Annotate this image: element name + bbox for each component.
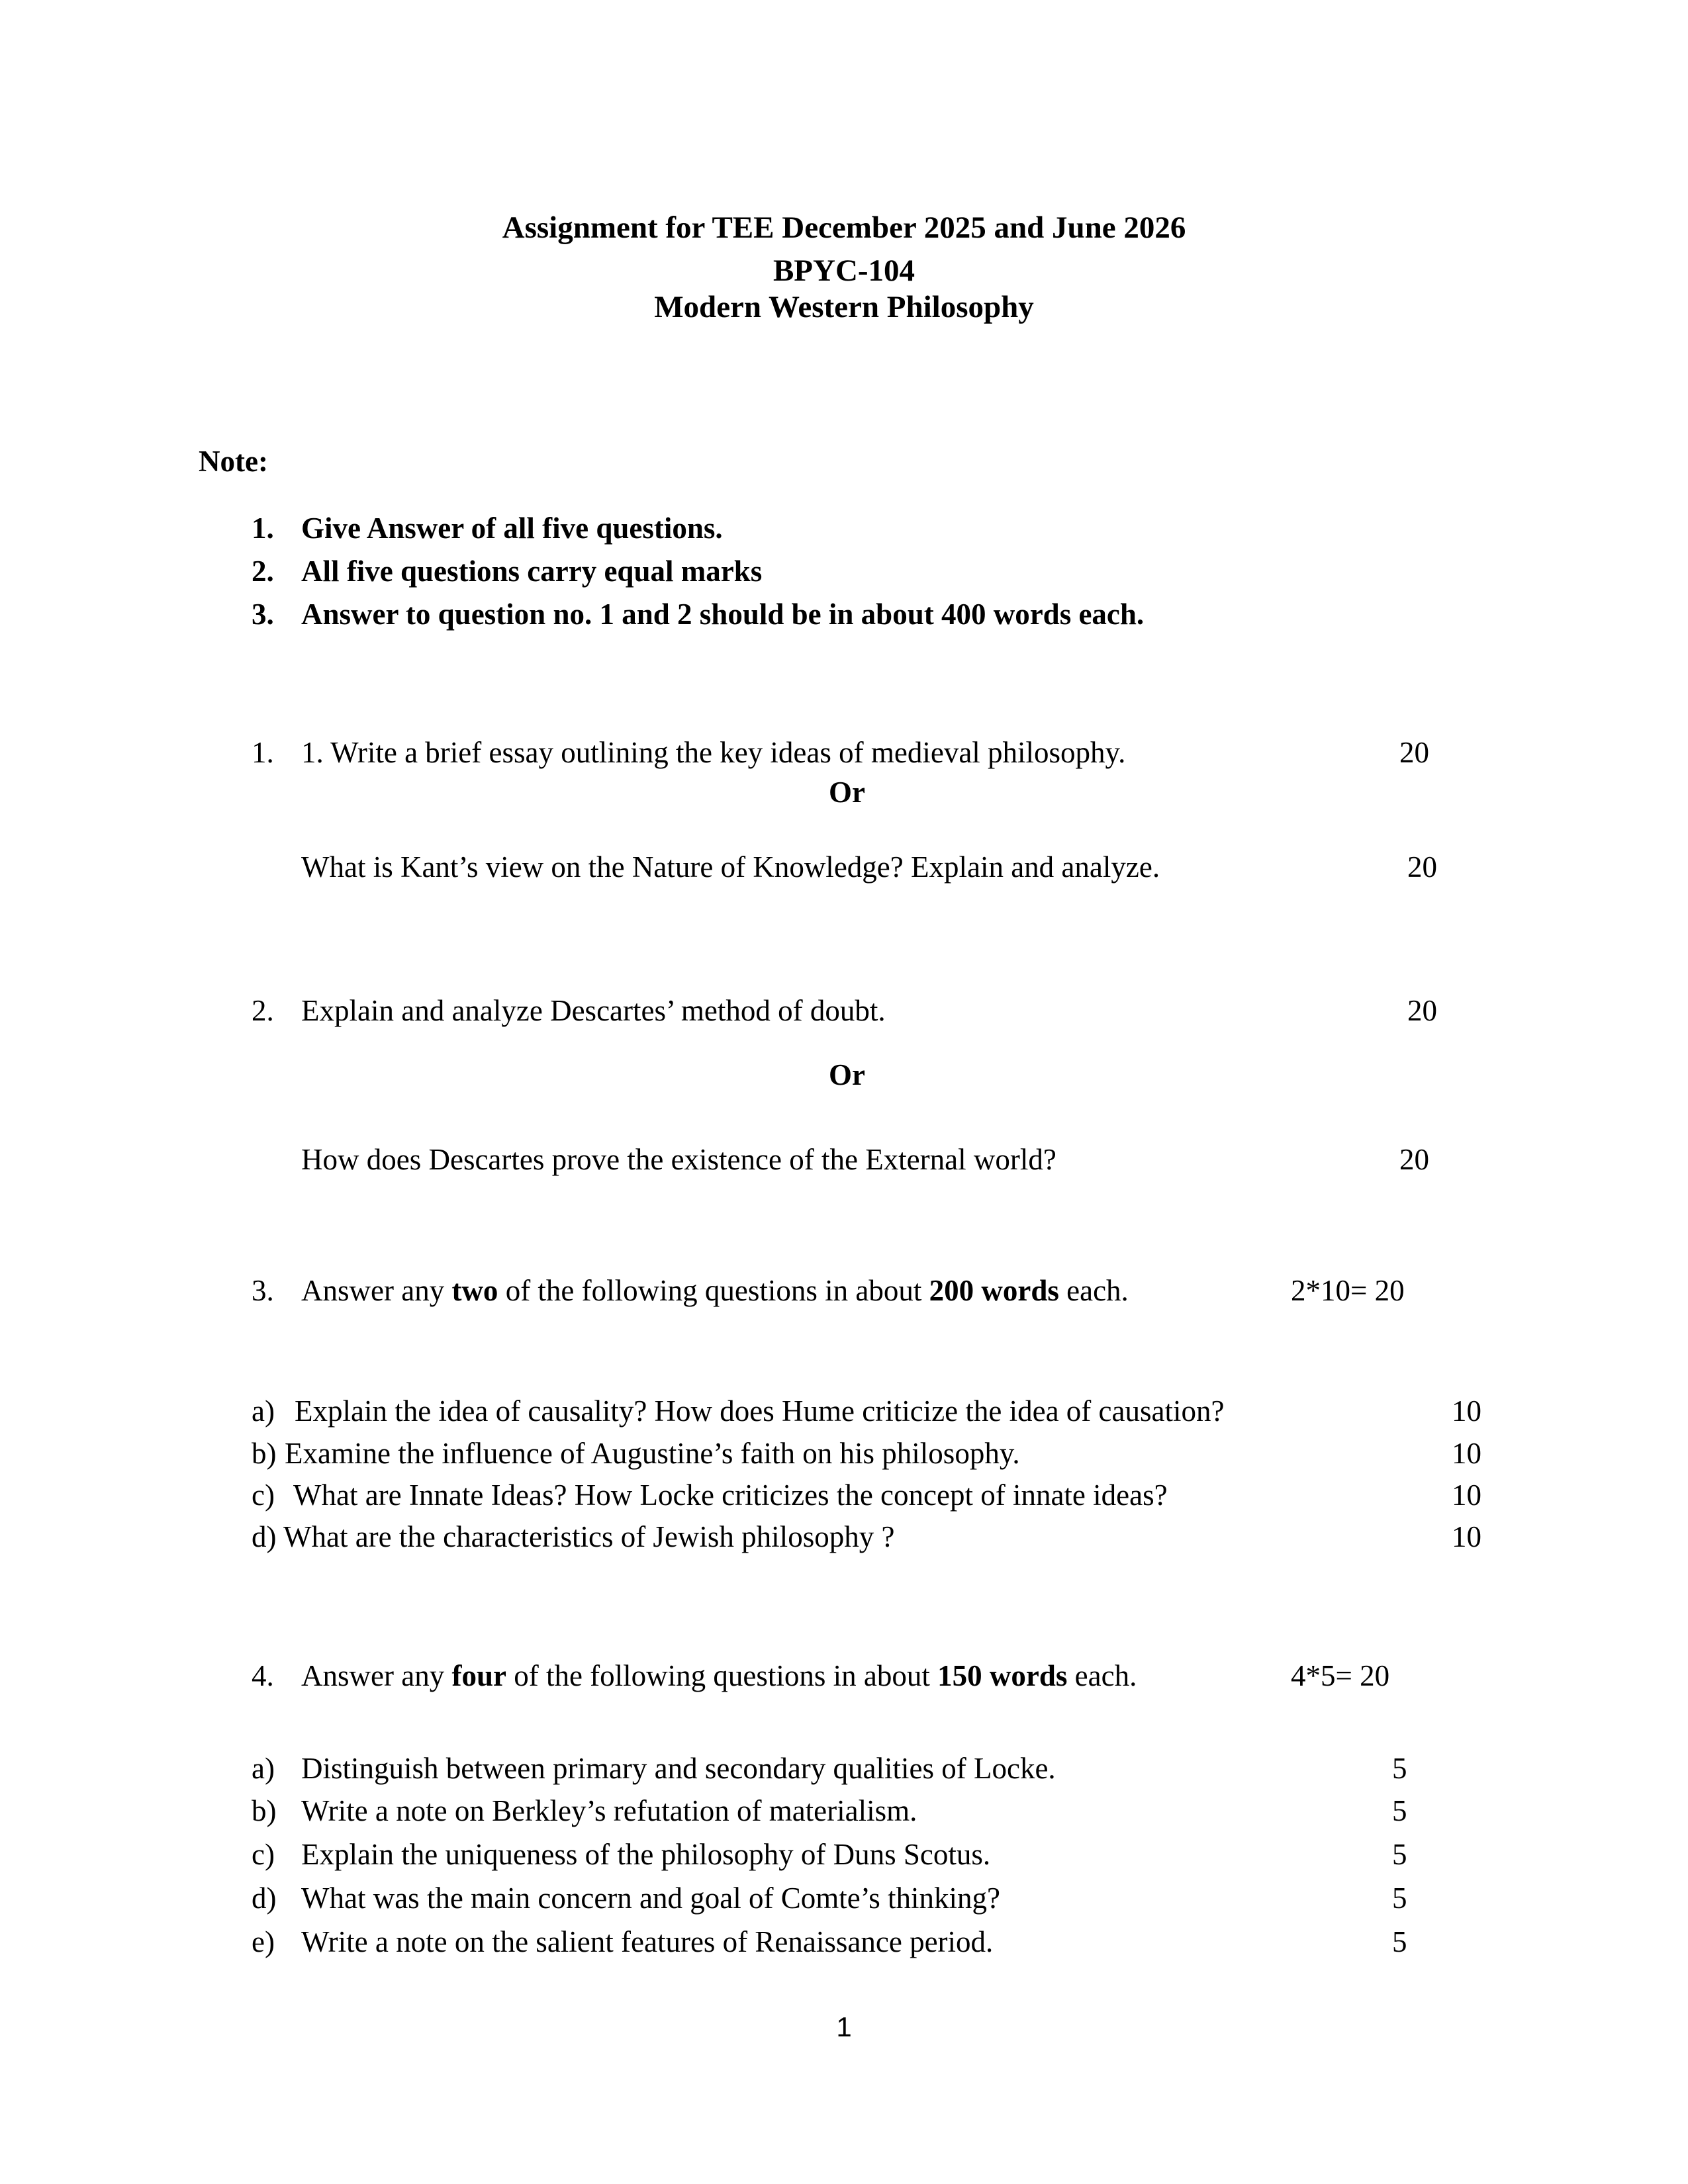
note-item-1-text: Give Answer of all five questions. bbox=[301, 512, 723, 545]
q4-item-c-text: Explain the uniqueness of the philosophy of Duns Scotus. bbox=[301, 1838, 991, 1871]
q4-item-e-label: e) bbox=[252, 1925, 275, 1958]
q4-item-a-label: a) bbox=[252, 1752, 275, 1785]
q4-item-c-marks: 5 bbox=[1392, 1838, 1407, 1871]
note-item-2-number: 2. bbox=[252, 555, 274, 588]
q3-item-a-marks: 10 bbox=[1452, 1394, 1481, 1428]
question-4-text: Answer any four of the following questions in about 150 words each. bbox=[301, 1659, 1137, 1692]
question-4-number: 4. bbox=[252, 1659, 274, 1692]
q3-item-c-marks: 10 bbox=[1452, 1479, 1481, 1512]
q3-item-b-label: b) bbox=[252, 1437, 277, 1470]
page-number: 1 bbox=[836, 2011, 852, 2042]
q3-item-b-text: Examine the influence of Augustine’s faith on his philosophy. bbox=[285, 1437, 1020, 1470]
q4-item-b-text: Write a note on Berkley’s refutation of materialism. bbox=[301, 1794, 917, 1827]
q4-item-d-text: What was the main concern and goal of Comte’s thinking? bbox=[301, 1882, 1000, 1915]
q4-item-a-text: Distinguish between primary and secondary qualities of Locke. bbox=[301, 1752, 1056, 1785]
note-item-3-number: 3. bbox=[252, 598, 274, 631]
question-1-alt-text: What is Kant’s view on the Nature of Knowledge? Explain and analyze. bbox=[301, 850, 1160, 884]
question-3-text: Answer any two of the following questions in about 200 words each. bbox=[301, 1274, 1129, 1307]
q4-item-a-marks: 5 bbox=[1392, 1752, 1407, 1785]
question-2-text: Explain and analyze Descartes’ method of doubt. bbox=[301, 994, 886, 1027]
question-2-alt-marks: 20 bbox=[1399, 1143, 1429, 1176]
note-item-2-text: All five questions carry equal marks bbox=[301, 555, 763, 588]
q3-item-c-label: c) bbox=[252, 1479, 275, 1512]
q3-item-a-label: a) bbox=[252, 1394, 275, 1428]
page-title: Assignment for TEE December 2025 and June 2026 bbox=[502, 210, 1186, 245]
question-1-text: 1. Write a brief essay outlining the key ideas of medieval philosophy. bbox=[301, 736, 1126, 769]
note-item-1-number: 1. bbox=[252, 512, 274, 545]
question-1-marks: 20 bbox=[1399, 736, 1429, 769]
q4-item-d-marks: 5 bbox=[1392, 1882, 1407, 1915]
course-code: BPYC-104 bbox=[773, 253, 915, 288]
q4-item-e-marks: 5 bbox=[1392, 1925, 1407, 1958]
question-4-marks: 4*5= 20 bbox=[1291, 1659, 1390, 1692]
question-3-marks: 2*10= 20 bbox=[1291, 1274, 1405, 1307]
question-2-number: 2. bbox=[252, 994, 274, 1027]
question-1-alt-marks: 20 bbox=[1407, 850, 1437, 884]
question-1-number: 1. bbox=[252, 736, 274, 769]
note-item-3-text: Answer to question no. 1 and 2 should be in about 400 words each. bbox=[301, 598, 1145, 631]
q4-item-b-label: b) bbox=[252, 1794, 277, 1827]
note-label: Note: bbox=[199, 445, 268, 478]
q3-item-d-text: What are the characteristics of Jewish philosophy ? bbox=[283, 1520, 895, 1553]
or-separator-2: Or bbox=[829, 1058, 865, 1091]
q3-item-c-text: What are Innate Ideas? How Locke criticizes the concept of innate ideas? bbox=[293, 1479, 1168, 1512]
q3-item-d-label: d) bbox=[252, 1520, 277, 1553]
q4-item-b-marks: 5 bbox=[1392, 1794, 1407, 1827]
or-separator-1: Or bbox=[829, 776, 865, 809]
q3-item-d-marks: 10 bbox=[1452, 1520, 1481, 1553]
q4-item-e-text: Write a note on the salient features of Renaissance period. bbox=[301, 1925, 994, 1958]
q4-item-c-label: c) bbox=[252, 1838, 275, 1871]
question-2-alt-text: How does Descartes prove the existence of the External world? bbox=[301, 1143, 1056, 1176]
course-name: Modern Western Philosophy bbox=[654, 290, 1034, 324]
question-3-number: 3. bbox=[252, 1274, 274, 1307]
q3-item-b-marks: 10 bbox=[1452, 1437, 1481, 1470]
q3-item-a-text: Explain the idea of causality? How does Hume criticize the idea of causation? bbox=[295, 1394, 1225, 1428]
question-2-marks: 20 bbox=[1407, 994, 1437, 1027]
q4-item-d-label: d) bbox=[252, 1882, 277, 1915]
